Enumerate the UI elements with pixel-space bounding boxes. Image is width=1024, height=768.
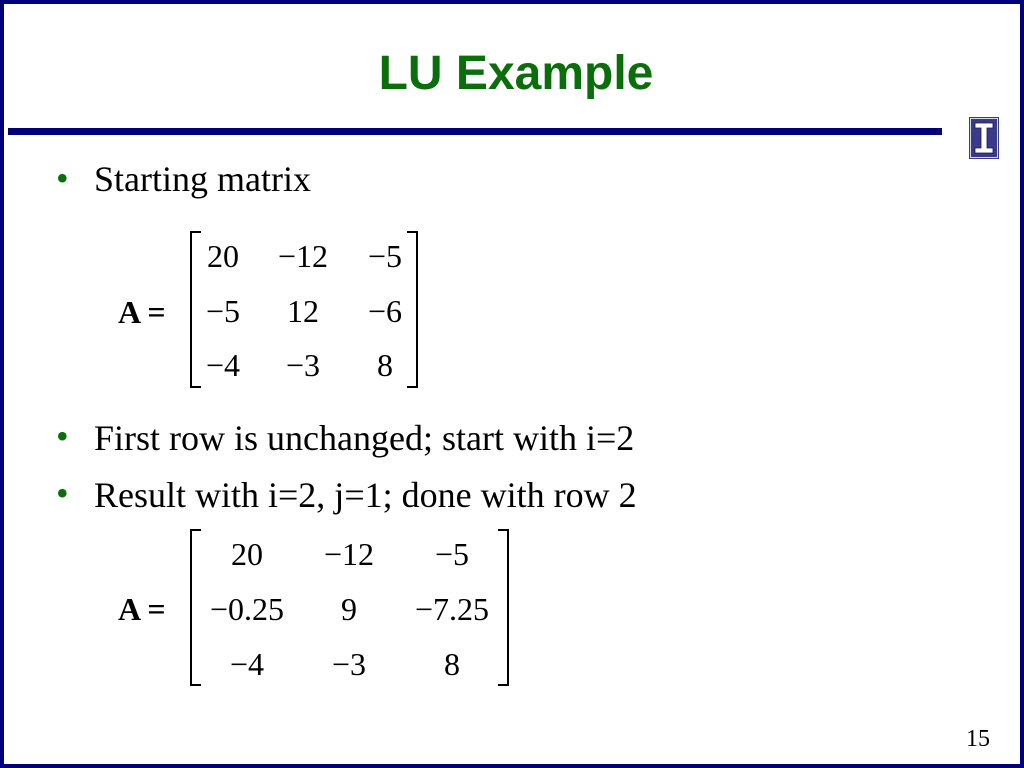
bullet-dot-icon: • [56,416,69,456]
matrix-left-bracket [190,529,201,686]
matrix-cell: −3 [331,646,367,682]
matrix-cell: 20 [207,238,239,274]
title-divider-bar [8,128,942,135]
matrix-label: A = [118,591,166,627]
university-block-i-icon [969,117,999,159]
matrix-cell: −5 [367,238,403,274]
matrix-right-bracket [498,529,509,686]
matrix-right-bracket [407,231,418,388]
matrix-label: A = [118,294,166,330]
bullet-text-starting-matrix: Starting matrix [94,159,311,199]
matrix-cell: −0.25 [209,591,285,627]
bullet-dot-icon: • [56,158,69,198]
matrix-cell: −5 [205,293,241,329]
matrix-cell: 8 [377,347,393,383]
matrix-cell: −3 [285,347,321,383]
bullet-dot-icon: • [56,473,69,513]
matrix-cell: −4 [229,646,265,682]
matrix-cell: −7.25 [414,591,490,627]
matrix-cell: 12 [287,293,319,329]
bullet-text-result: Result with i=2, j=1; done with row 2 [94,475,637,515]
page-number: 15 [966,726,990,752]
matrix-cell: −12 [323,536,375,572]
matrix-cell: −6 [367,293,403,329]
matrix-cell: 20 [231,536,263,572]
bullet-text-first-row: First row is unchanged; start with i=2 [94,418,635,458]
matrix-cell: 8 [444,646,460,682]
matrix-cell: −5 [434,536,470,572]
matrix-cell: −12 [277,238,329,274]
matrix-cell: −4 [205,347,241,383]
matrix-left-bracket [190,231,201,388]
matrix-cell: 9 [341,591,357,627]
slide-title: LU Example [378,47,654,100]
